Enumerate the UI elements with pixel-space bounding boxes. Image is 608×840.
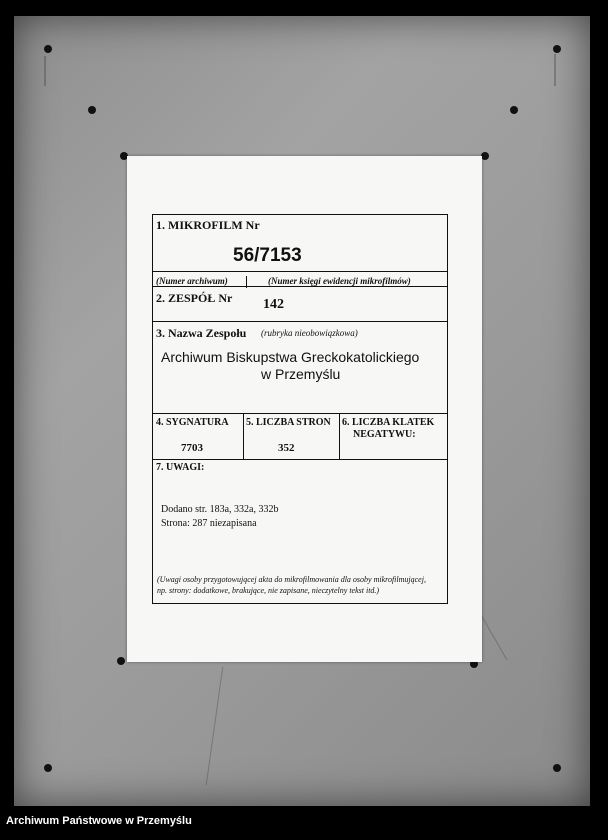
form-divider xyxy=(153,413,447,414)
punch-hole xyxy=(481,152,489,160)
liczba-klatek-label-line2: NEGATYWU: xyxy=(353,429,416,440)
punch-hole xyxy=(510,106,518,114)
punch-hole xyxy=(44,764,52,772)
form-divider xyxy=(153,286,447,287)
uwagi-footnote-line2: np. strony: dodatkowe, brakujące, nie zapisane, nieczytelny tekst itd.) xyxy=(157,586,380,595)
mikrofilm-label: 1. MIKROFILM Nr xyxy=(156,218,260,232)
uwagi-line-2: Strona: 287 niezapisana xyxy=(161,518,257,529)
microfilm-form xyxy=(152,214,448,604)
nazwa-zespolu-label: 3. Nazwa Zespołu xyxy=(156,326,247,340)
zespol-label: 2. ZESPÓŁ Nr xyxy=(156,291,233,305)
uwagi-footnote: (Uwagi osoby przygotowującej akta do mikrofilmowania dla osoby mikrofilmującej, xyxy=(157,575,426,584)
form-divider xyxy=(246,276,247,288)
punch-hole xyxy=(117,657,125,665)
form-divider xyxy=(243,413,244,459)
mikrofilm-number: 56/7153 xyxy=(233,245,302,266)
uwagi-line-1: Dodano str. 183a, 332a, 332b xyxy=(161,504,279,515)
form-divider xyxy=(153,321,447,322)
film-scratch xyxy=(44,56,46,86)
sygnatura-value: 7703 xyxy=(181,442,203,454)
nazwa-zespolu-value-line2: w Przemyślu xyxy=(261,366,341,382)
sygnatura-label: 4. SYGNATURA xyxy=(156,417,229,428)
punch-hole xyxy=(553,45,561,53)
punch-hole xyxy=(553,764,561,772)
liczba-stron-value: 352 xyxy=(278,442,295,454)
form-divider xyxy=(153,459,447,460)
liczba-stron-label: 5. LICZBA STRON xyxy=(246,417,331,428)
film-scratch xyxy=(206,667,224,786)
liczba-klatek-label: 6. LICZBA KLATEK xyxy=(342,417,435,428)
nazwa-zespolu-note: (rubryka nieobowiązkowa) xyxy=(261,328,358,338)
numer-ksiegi-caption: (Numer księgi ewidencji mikrofilmów) xyxy=(268,276,411,286)
film-scratch xyxy=(554,54,556,86)
archive-footer: Archiwum Państwowe w Przemyślu xyxy=(6,815,192,827)
punch-hole xyxy=(88,106,96,114)
form-divider xyxy=(339,413,340,459)
nazwa-zespolu-value: Archiwum Biskupstwa Greckokatolickiego xyxy=(161,349,420,365)
uwagi-label: 7. UWAGI: xyxy=(156,462,205,473)
punch-hole xyxy=(44,45,52,53)
form-divider xyxy=(153,271,447,272)
zespol-number: 142 xyxy=(263,297,284,312)
numer-archiwum-caption: (Numer archiwum) xyxy=(156,276,228,286)
